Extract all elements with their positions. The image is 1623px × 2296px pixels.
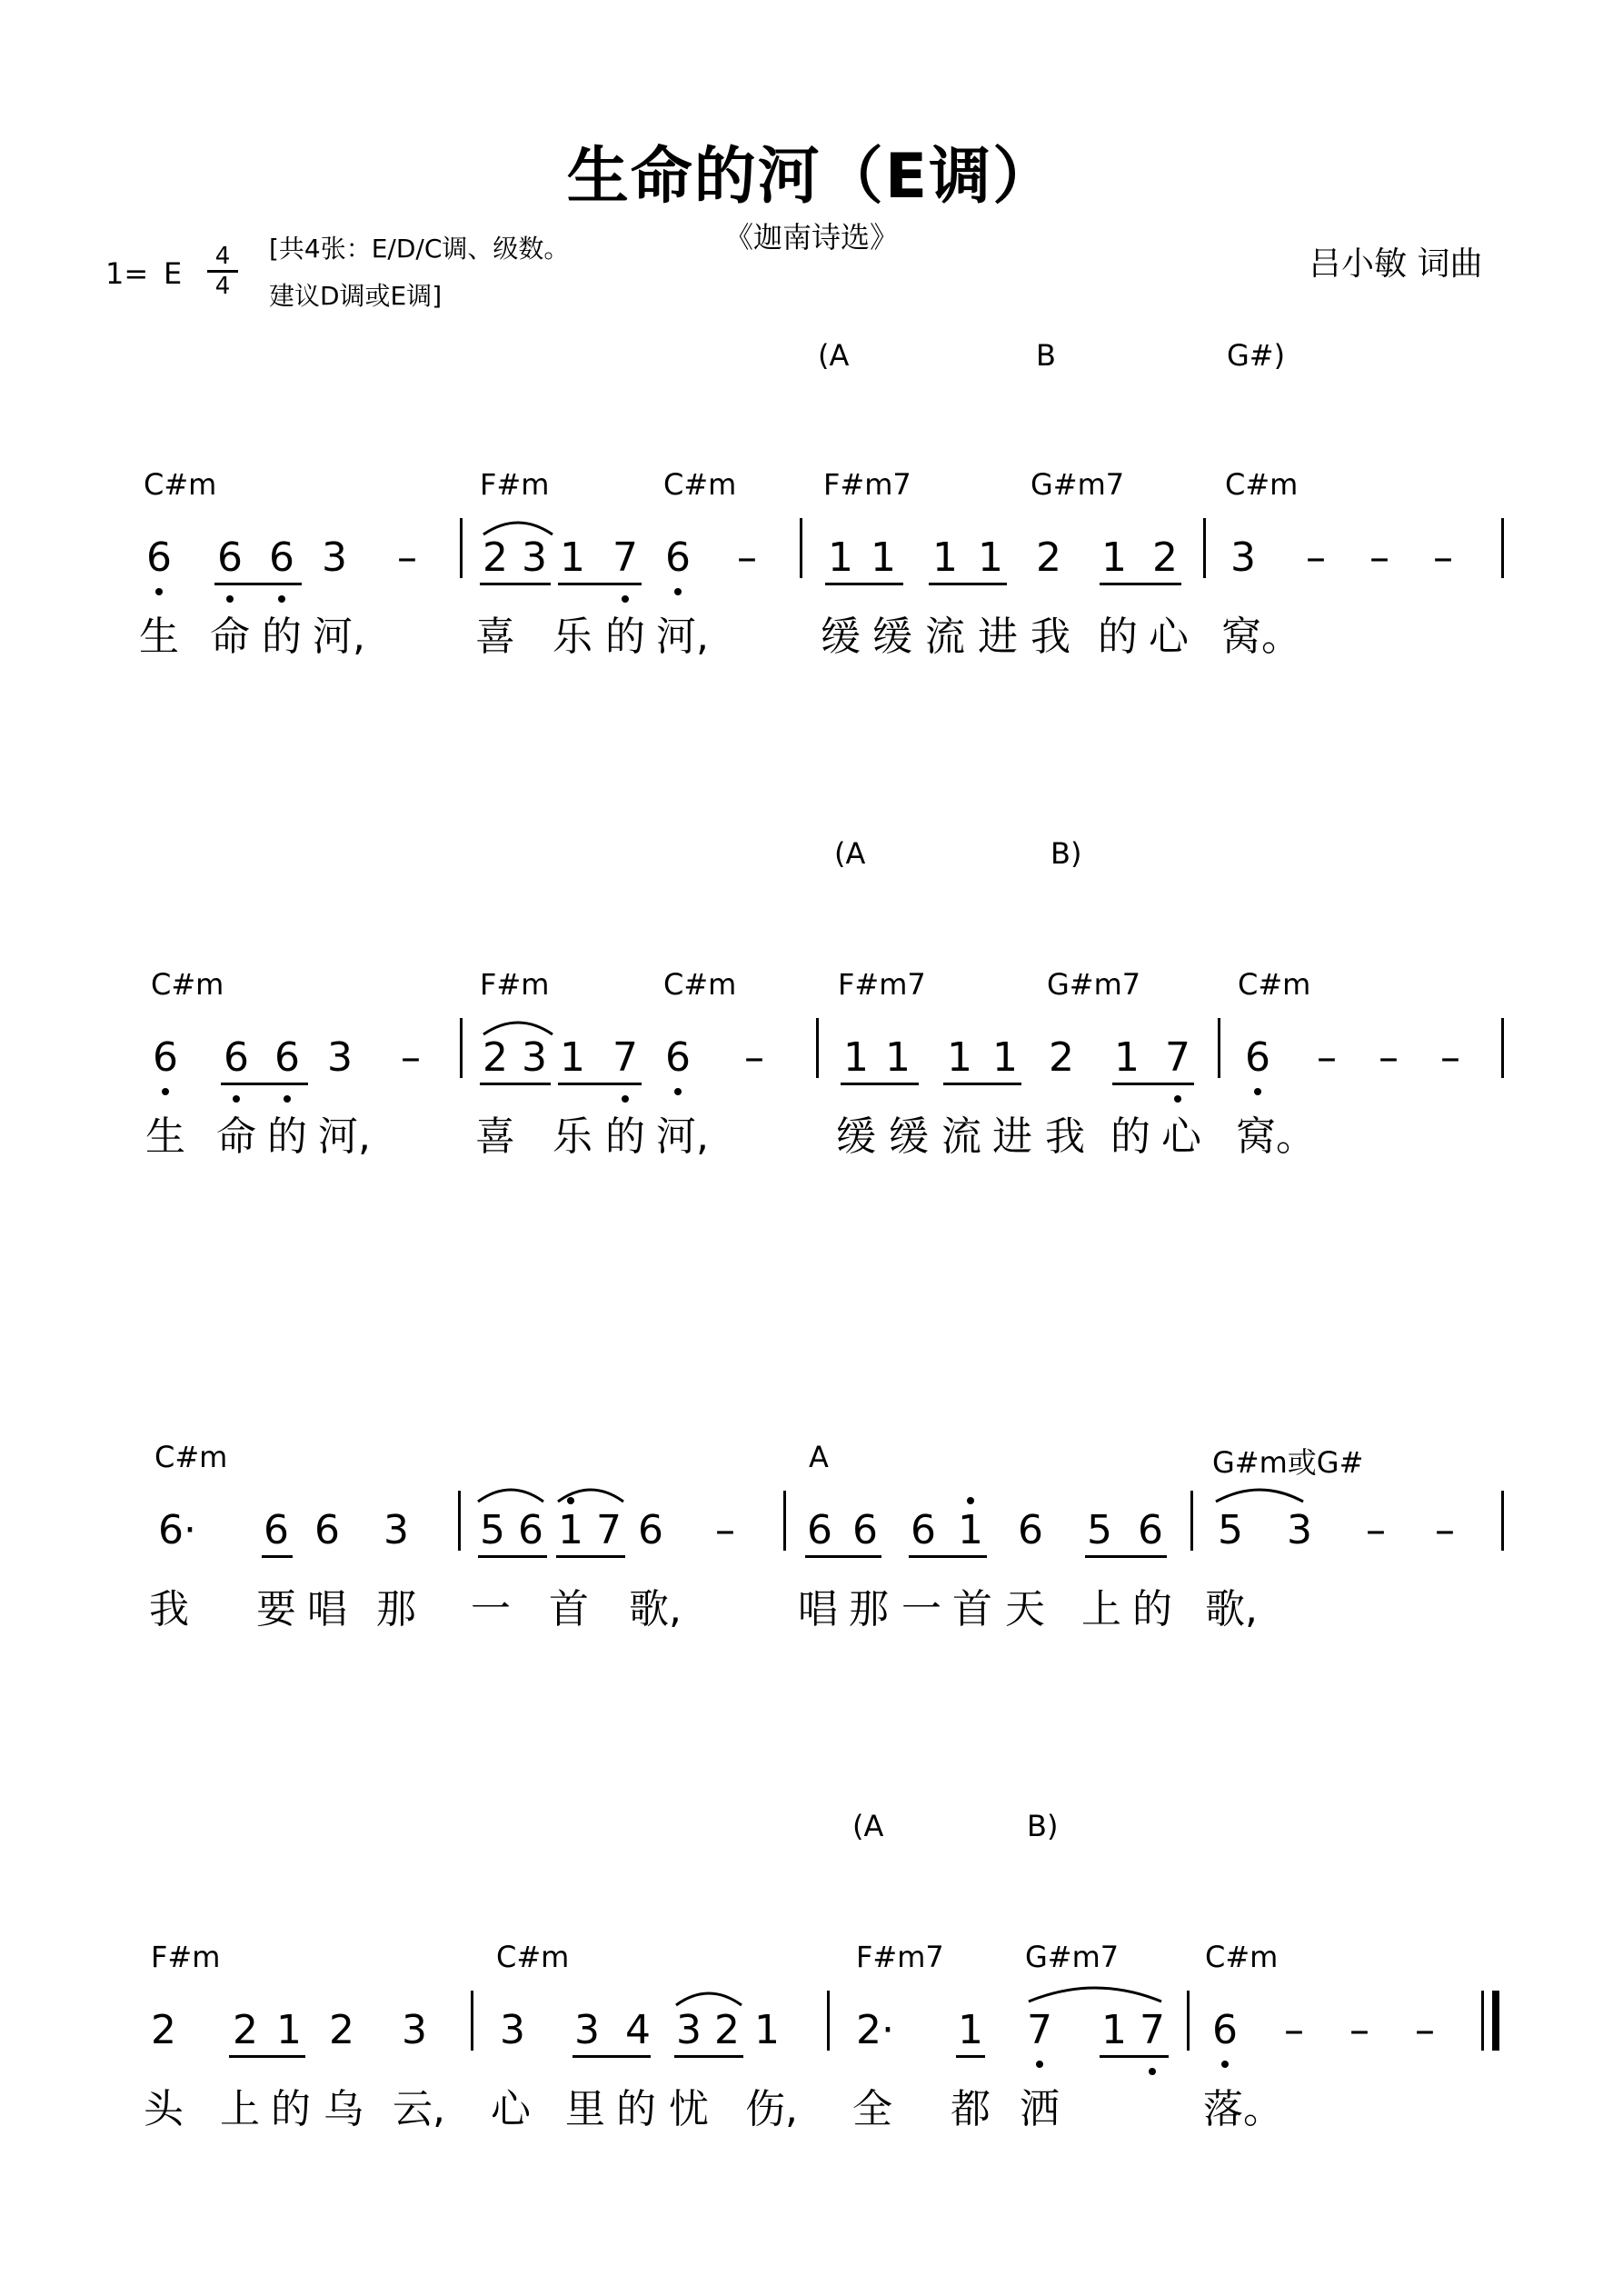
- barline: [1190, 1491, 1193, 1551]
- low-octave-dot: [284, 1095, 291, 1103]
- chord-symbol: C#m: [154, 1440, 228, 1474]
- eighth-beam: [480, 1083, 551, 1085]
- eighth-beam: [943, 1083, 1021, 1085]
- lyric-syllable: 的: [1110, 1113, 1150, 1160]
- lyric-syllable: 命: [210, 614, 250, 660]
- alt-chord: B: [1036, 338, 1056, 373]
- key-prefix: 1=: [105, 256, 149, 291]
- note: 3: [1230, 534, 1256, 581]
- chord-symbol: C#m: [151, 967, 224, 1002]
- note: 1: [560, 534, 585, 581]
- lyric-syllable: 洒: [1020, 2086, 1060, 2132]
- lyric-syllable: 那: [376, 1586, 416, 1632]
- time-signature-bottom: 4: [214, 273, 231, 300]
- barline: [460, 518, 463, 578]
- song-source: 《迦南诗选》: [723, 220, 899, 255]
- note: 2: [1049, 1034, 1074, 1081]
- lyric-syllable: 生: [139, 614, 179, 660]
- note: 1: [843, 1034, 869, 1081]
- slur-mark: [476, 1483, 545, 1503]
- alt-chord: B): [1027, 1809, 1059, 1843]
- barline: [460, 1018, 463, 1078]
- lyric-syllable: 生: [145, 1113, 185, 1160]
- lyric-syllable: 唱: [798, 1586, 838, 1632]
- note: 6: [153, 1034, 178, 1081]
- hold-dash: –: [744, 1034, 764, 1081]
- time-signature: [207, 244, 238, 299]
- lyric-syllable: 河,: [656, 614, 709, 660]
- lyric-syllable: 天: [1005, 1586, 1045, 1632]
- hold-dash: –: [1306, 534, 1326, 581]
- eighth-beam: [229, 2055, 305, 2058]
- chord-symbol: C#m: [663, 967, 737, 1002]
- note: 1: [932, 534, 958, 581]
- low-octave-dot: [674, 1088, 682, 1095]
- lyric-syllable: 首: [549, 1586, 589, 1632]
- note: 1: [560, 1034, 585, 1081]
- barline: [1218, 1018, 1220, 1078]
- note: 5: [480, 1507, 505, 1553]
- eighth-beam: [674, 2055, 743, 2058]
- note: 1: [1114, 1034, 1140, 1081]
- eighth-beam: [214, 583, 302, 585]
- lyric-syllable: 伤,: [745, 2086, 798, 2132]
- chord-symbol: C#m: [1238, 967, 1311, 1002]
- hold-dash: –: [1317, 1034, 1337, 1081]
- low-octave-dot: [278, 595, 285, 603]
- note: 2: [714, 2007, 740, 2053]
- lyric-syllable: 唱: [307, 1586, 347, 1632]
- note: 6: [638, 1507, 663, 1553]
- low-octave-dot: [1149, 2068, 1156, 2075]
- lyric-syllable: 歌,: [629, 1586, 682, 1632]
- eighth-beam: [573, 2055, 651, 2058]
- note: 7: [596, 1507, 622, 1553]
- note: 7: [612, 1034, 638, 1081]
- note: 1: [992, 1034, 1018, 1081]
- hold-dash: –: [1284, 2007, 1304, 2053]
- lyric-syllable: 首: [952, 1586, 992, 1632]
- lyric-syllable: 要: [256, 1586, 296, 1632]
- slur-mark: [1027, 1982, 1163, 2003]
- lyric-syllable: 的: [1132, 1586, 1172, 1632]
- hold-dash: –: [1440, 1034, 1460, 1081]
- note: 3: [1287, 1507, 1312, 1553]
- lyric-syllable: 缓: [821, 614, 861, 660]
- note: 3: [383, 1507, 409, 1553]
- eighth-beam: [841, 1083, 919, 1085]
- slur-mark: [1214, 1483, 1305, 1503]
- hold-dash: –: [1415, 2007, 1435, 2053]
- barline: [816, 1018, 819, 1078]
- note: 1: [885, 1034, 911, 1081]
- low-octave-dot: [622, 595, 629, 603]
- chord-symbol: G#m7: [1025, 1940, 1120, 1974]
- note: 1: [871, 534, 896, 581]
- alt-chord: G#): [1227, 338, 1286, 373]
- low-octave-dot: [1036, 2061, 1043, 2068]
- note: 2: [1036, 534, 1061, 581]
- note: 6: [1212, 2007, 1238, 2053]
- lyric-syllable: 窝。: [1236, 1113, 1316, 1160]
- chord-symbol: C#m: [1205, 1940, 1279, 1974]
- eighth-beam: [558, 1083, 642, 1085]
- note: 3: [522, 1034, 547, 1081]
- slur-mark: [674, 1987, 743, 2007]
- chord-symbol: C#m: [144, 467, 217, 502]
- lyric-syllable: 云,: [393, 2086, 445, 2132]
- eighth-beam: [556, 1555, 625, 1558]
- note: 5: [1218, 1507, 1243, 1553]
- eighth-beam: [1100, 2055, 1169, 2058]
- note: 1: [1101, 534, 1127, 581]
- barline: [1501, 1491, 1504, 1551]
- lyric-syllable: 我: [1031, 614, 1070, 660]
- alt-chord: B): [1050, 836, 1082, 871]
- note: 7: [612, 534, 638, 581]
- low-octave-dot: [1221, 2061, 1229, 2068]
- lyric-syllable: 的: [605, 614, 645, 660]
- high-octave-dot: [967, 1497, 974, 1504]
- lyric-syllable: 的: [605, 1113, 645, 1160]
- note: 6: [274, 1034, 300, 1081]
- note: 5: [1087, 1507, 1112, 1553]
- note: 2: [329, 2007, 354, 2053]
- note: 6: [224, 1034, 249, 1081]
- low-octave-dot: [1174, 1095, 1181, 1103]
- lyric-syllable: 心: [1161, 1113, 1201, 1160]
- lyric-syllable: 进: [978, 614, 1018, 660]
- note: 6: [665, 1034, 691, 1081]
- chord-symbol: G#m7: [1047, 967, 1141, 1002]
- alt-chord: (A: [834, 836, 866, 871]
- chord-symbol: F#m: [480, 967, 550, 1002]
- lyric-syllable: 喜: [475, 614, 515, 660]
- lyric-syllable: 乐: [553, 614, 592, 660]
- low-octave-dot: [233, 1095, 240, 1103]
- eighth-beam: [1112, 1083, 1194, 1085]
- note: 2·: [856, 2007, 894, 2053]
- lyric-syllable: 进: [992, 1113, 1032, 1160]
- note: 6: [314, 1507, 340, 1553]
- lyric-syllable: 心: [1149, 614, 1189, 660]
- barline: [1501, 1018, 1504, 1078]
- hold-dash: –: [397, 534, 417, 581]
- final-barline: [1492, 1991, 1499, 2051]
- barline: [783, 1491, 786, 1551]
- eighth-beam: [478, 1555, 547, 1558]
- lyric-syllable: 全: [852, 2086, 892, 2132]
- key-letter: E: [164, 256, 183, 291]
- note: 7: [1027, 2007, 1052, 2053]
- lyric-syllable: 的: [1098, 614, 1138, 660]
- chord-symbol: C#m: [1225, 467, 1299, 502]
- low-octave-dot: [155, 588, 163, 595]
- note: 1: [978, 534, 1003, 581]
- lyric-syllable: 河,: [318, 1113, 371, 1160]
- chord-symbol: C#m: [496, 1940, 570, 1974]
- eighth-beam: [825, 583, 903, 585]
- lyric-syllable: 都: [951, 2086, 991, 2132]
- note: 6: [807, 1507, 832, 1553]
- note: 1: [754, 2007, 780, 2053]
- note: 3: [327, 1034, 353, 1081]
- lyric-syllable: 窝。: [1221, 614, 1301, 660]
- lyric-syllable: 缓: [889, 1113, 929, 1160]
- slur-mark: [482, 1016, 554, 1036]
- chord-symbol: F#m: [151, 1940, 221, 1974]
- lyric-syllable: 那: [849, 1586, 889, 1632]
- barline: [1501, 518, 1504, 578]
- note: 7: [1165, 1034, 1190, 1081]
- lyric-syllable: 乌: [324, 2086, 363, 2132]
- hold-dash: –: [1379, 1034, 1399, 1081]
- barline: [1481, 1991, 1484, 2051]
- hold-dash: –: [737, 534, 757, 581]
- chord-symbol: F#m7: [856, 1940, 944, 1974]
- lyric-syllable: 缓: [872, 614, 912, 660]
- slur-mark: [482, 516, 554, 536]
- eighth-beam: [909, 1555, 987, 1558]
- lyric-syllable: 喜: [475, 1113, 515, 1160]
- eighth-beam: [929, 583, 1007, 585]
- note: 2: [1152, 534, 1178, 581]
- note: 1: [958, 1507, 983, 1553]
- low-octave-dot: [226, 595, 234, 603]
- lyric-syllable: 一: [901, 1586, 941, 1632]
- low-octave-dot: [1254, 1088, 1261, 1095]
- note: 2: [483, 534, 508, 581]
- barline: [1203, 518, 1206, 578]
- note: 1: [558, 1507, 583, 1553]
- note: 7: [1140, 2007, 1165, 2053]
- low-octave-dot: [674, 588, 682, 595]
- note: 2: [483, 1034, 508, 1081]
- hold-dash: –: [1349, 2007, 1369, 2053]
- hold-dash: –: [1366, 1507, 1386, 1553]
- eighth-beam: [221, 1083, 308, 1085]
- note: 6: [264, 1507, 289, 1553]
- lyric-syllable: 我: [149, 1586, 189, 1632]
- note: 3: [676, 2007, 702, 2053]
- barline: [471, 1991, 473, 2051]
- note: 6: [1138, 1507, 1163, 1553]
- edition-note-line1: [共4张：E/D/C调、级数。: [269, 234, 570, 264]
- eighth-beam: [1085, 1555, 1167, 1558]
- chord-symbol: F#m: [480, 467, 550, 502]
- chord-symbol: C#m: [663, 467, 737, 502]
- note: 6: [665, 534, 691, 581]
- note: 6: [911, 1507, 936, 1553]
- hold-dash: –: [1433, 534, 1453, 581]
- edition-note-line2: 建议D调或E调]: [269, 281, 443, 311]
- note: 6: [518, 1507, 543, 1553]
- note: 1: [1101, 2007, 1127, 2053]
- note: 6: [1018, 1507, 1043, 1553]
- note: 1: [828, 534, 853, 581]
- eighth-beam: [558, 583, 642, 585]
- barline: [800, 518, 802, 578]
- lyric-syllable: 歌,: [1205, 1586, 1258, 1632]
- note: 6: [217, 534, 243, 581]
- lyric-syllable: 的: [267, 1113, 307, 1160]
- eighth-beam: [805, 1555, 881, 1558]
- note: 1: [958, 2007, 983, 2053]
- chord-symbol: G#m7: [1031, 467, 1125, 502]
- chord-symbol: G#m或G#: [1212, 1445, 1364, 1480]
- note: 4: [625, 2007, 651, 2053]
- chord-symbol: F#m7: [838, 967, 926, 1002]
- low-octave-dot: [162, 1088, 169, 1095]
- lyric-syllable: 流: [941, 1113, 981, 1160]
- eighth-beam: [956, 2055, 985, 2058]
- barline: [1187, 1991, 1190, 2051]
- note: 6: [269, 534, 294, 581]
- note: 1: [276, 2007, 302, 2053]
- alt-chord: (A: [818, 338, 850, 373]
- lyric-syllable: 一: [471, 1586, 511, 1632]
- note: 6: [852, 1507, 878, 1553]
- lyric-syllable: 上: [1081, 1586, 1121, 1632]
- note: 3: [402, 2007, 427, 2053]
- slur-mark: [556, 1483, 625, 1503]
- composer-credit: 吕小敏 词曲: [1309, 245, 1483, 283]
- note: 3: [322, 534, 347, 581]
- eighth-beam: [480, 583, 551, 585]
- hold-dash: –: [1435, 1507, 1455, 1553]
- song-title: 生命的河（E调）: [566, 141, 1057, 213]
- barline: [827, 1991, 830, 2051]
- eighth-beam: [1100, 583, 1181, 585]
- note: 3: [574, 2007, 600, 2053]
- lyric-syllable: 河,: [656, 1113, 709, 1160]
- note: 3: [500, 2007, 525, 2053]
- hold-dash: –: [1369, 534, 1389, 581]
- note: 6: [1245, 1034, 1270, 1081]
- lyric-syllable: 心: [491, 2086, 531, 2132]
- note: 6·: [158, 1507, 196, 1553]
- low-octave-dot: [622, 1095, 629, 1103]
- chord-symbol: A: [809, 1440, 829, 1474]
- lyric-syllable: 忧: [669, 2086, 709, 2132]
- lyric-syllable: 的: [271, 2086, 311, 2132]
- lyric-syllable: 我: [1045, 1113, 1085, 1160]
- lyric-syllable: 上: [220, 2086, 260, 2132]
- lyric-syllable: 命: [216, 1113, 256, 1160]
- note: 2: [151, 2007, 176, 2053]
- barline: [458, 1491, 461, 1551]
- lyric-syllable: 乐: [553, 1113, 592, 1160]
- lyric-syllable: 流: [925, 614, 965, 660]
- lyric-syllable: 里: [565, 2086, 605, 2132]
- lyric-syllable: 的: [616, 2086, 656, 2132]
- time-signature-top: 4: [214, 243, 231, 270]
- note: 1: [947, 1034, 972, 1081]
- lyric-syllable: 缓: [836, 1113, 876, 1160]
- note: 3: [522, 534, 547, 581]
- hold-dash: –: [401, 1034, 421, 1081]
- lyric-syllable: 的: [262, 614, 302, 660]
- hold-dash: –: [715, 1507, 735, 1553]
- note: 2: [233, 2007, 258, 2053]
- chord-symbol: F#m7: [823, 467, 911, 502]
- lyric-syllable: 头: [144, 2086, 184, 2132]
- eighth-beam: [262, 1555, 293, 1558]
- alt-chord: (A: [852, 1809, 884, 1843]
- note: 6: [146, 534, 172, 581]
- lyric-syllable: 河,: [313, 614, 365, 660]
- lyric-syllable: 落。: [1203, 2086, 1283, 2132]
